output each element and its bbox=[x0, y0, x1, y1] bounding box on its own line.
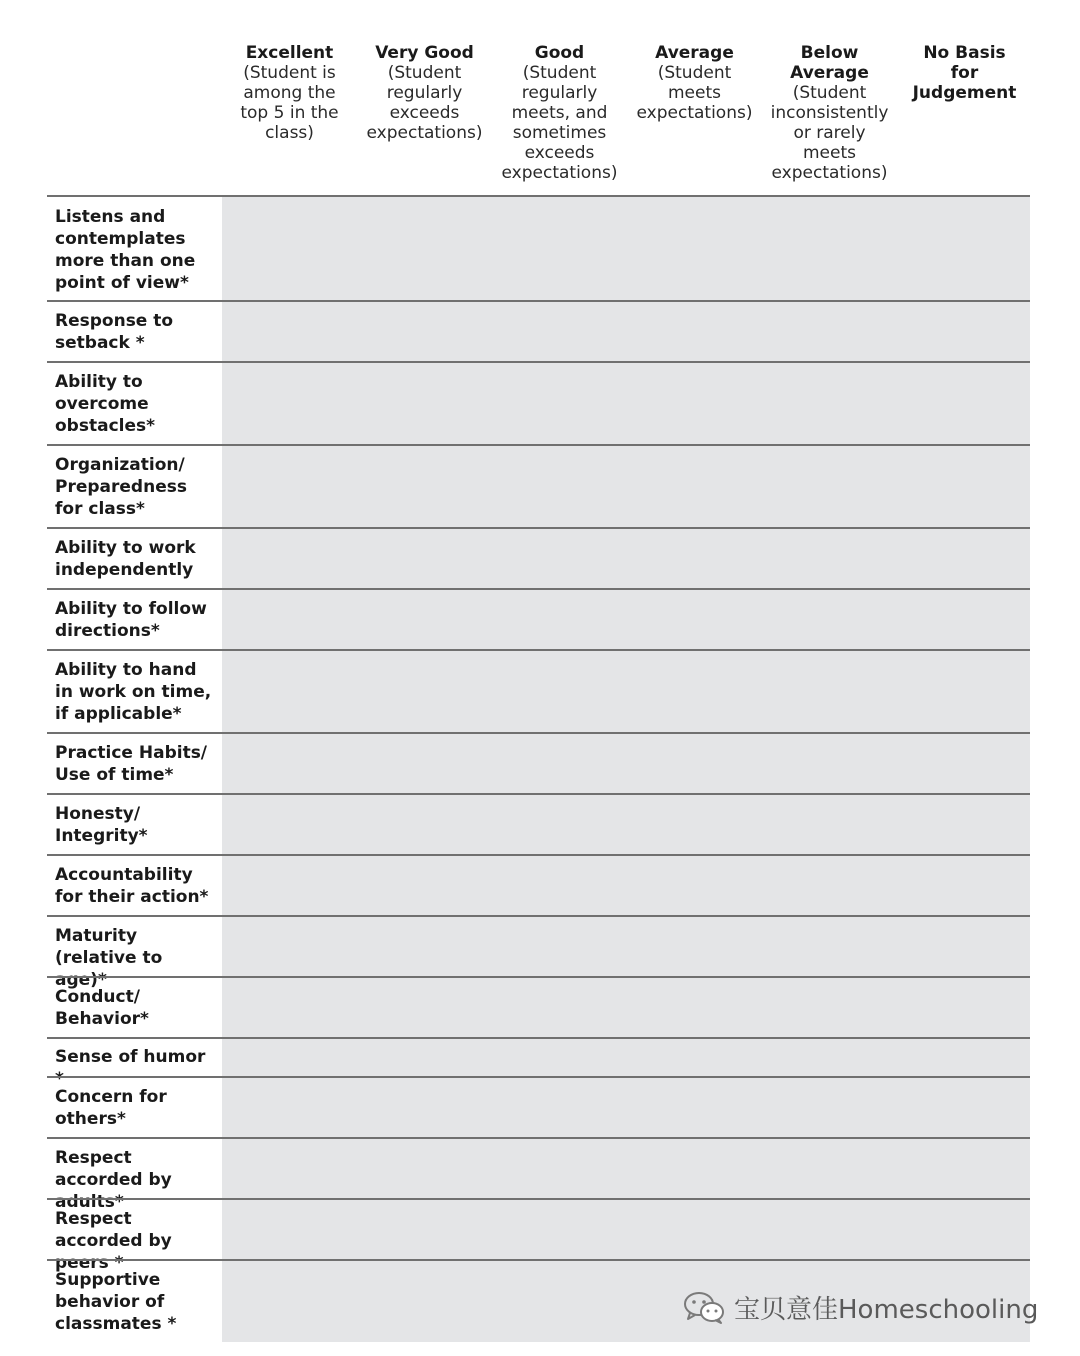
rating-cell-area[interactable] bbox=[222, 302, 1030, 361]
column-description: (Student meets expectations) bbox=[636, 63, 753, 123]
row-label: Ability to follow directions* bbox=[55, 599, 207, 641]
rating-cell-area[interactable] bbox=[222, 529, 1030, 588]
rating-cell-area[interactable] bbox=[222, 446, 1030, 527]
row-label: Concern for others* bbox=[55, 1087, 167, 1129]
watermark bbox=[682, 1287, 1038, 1327]
row-label: Ability to work independently bbox=[55, 538, 196, 580]
column-title: No Basis for Judgement bbox=[912, 43, 1017, 103]
row-label: Sense of humor * bbox=[55, 1047, 206, 1089]
rating-cell-area[interactable] bbox=[222, 795, 1030, 854]
row-label: Ability to hand in work on time, if applicable* bbox=[55, 660, 212, 724]
row-label: Listens and contemplates more than one point of view* bbox=[55, 207, 196, 293]
table-row bbox=[47, 1076, 1030, 1137]
column-header-excellent bbox=[222, 43, 357, 143]
table-row bbox=[47, 649, 1030, 732]
rating-cell-area[interactable] bbox=[222, 1078, 1030, 1137]
column-description: (Student regularly exceeds expectations) bbox=[366, 63, 483, 143]
column-description: (Student regularly meets, and sometimes exceeds expectations) bbox=[501, 63, 618, 183]
table-row bbox=[47, 976, 1030, 1037]
rating-cell-area[interactable] bbox=[222, 978, 1030, 1037]
column-title: Excellent bbox=[245, 43, 334, 63]
column-title: Average bbox=[655, 43, 734, 63]
column-header-very-good bbox=[357, 43, 492, 143]
table-row bbox=[47, 195, 1030, 300]
column-title: Good bbox=[534, 43, 585, 63]
row-label: Respect accorded by adults* bbox=[55, 1148, 172, 1212]
column-title: Below Average bbox=[790, 43, 869, 83]
rating-table bbox=[47, 195, 1030, 1342]
table-row bbox=[47, 588, 1030, 649]
rating-cell-area[interactable] bbox=[222, 197, 1030, 300]
column-header-good bbox=[492, 43, 627, 183]
column-headers bbox=[222, 43, 1030, 193]
rating-cell-area[interactable] bbox=[222, 363, 1030, 444]
row-label: Conduct/ Behavior* bbox=[55, 987, 149, 1029]
row-label: Ability to overcome obstacles* bbox=[55, 372, 156, 436]
row-label: Organization/ Preparedness for class* bbox=[55, 455, 187, 519]
column-header-no-basis bbox=[897, 43, 1032, 103]
table-row bbox=[47, 732, 1030, 793]
table-row bbox=[47, 793, 1030, 854]
rating-cell-area[interactable] bbox=[222, 651, 1030, 732]
rating-cell-area[interactable] bbox=[222, 1139, 1030, 1198]
wechat-icon bbox=[682, 1290, 726, 1324]
column-title: Very Good bbox=[375, 43, 474, 63]
row-label: Accountability for their action* bbox=[55, 865, 209, 907]
column-header-average bbox=[627, 43, 762, 123]
row-label: Honesty/ Integrity* bbox=[55, 804, 148, 846]
table-row bbox=[47, 1037, 1030, 1089]
column-header-below-average bbox=[762, 43, 897, 183]
table-row bbox=[47, 1137, 1030, 1212]
row-label: Maturity (relative to age)* bbox=[55, 926, 163, 990]
table-row bbox=[47, 1198, 1030, 1273]
row-label: Practice Habits/ Use of time* bbox=[55, 743, 208, 785]
rating-cell-area[interactable] bbox=[222, 917, 1030, 976]
rating-cell-area[interactable] bbox=[222, 590, 1030, 649]
rating-cell-area[interactable] bbox=[222, 1200, 1030, 1259]
table-row bbox=[47, 361, 1030, 444]
row-label: Response to setback * bbox=[55, 311, 174, 353]
rating-cell-area[interactable] bbox=[222, 856, 1030, 915]
rating-cell-area[interactable] bbox=[222, 1039, 1030, 1076]
table-row bbox=[47, 854, 1030, 915]
row-label: Supportive behavior of classmates * bbox=[55, 1270, 177, 1334]
rating-cell-area[interactable] bbox=[222, 734, 1030, 793]
table-row bbox=[47, 300, 1030, 361]
table-row bbox=[47, 444, 1030, 527]
column-description: (Student is among the top 5 in the class) bbox=[240, 63, 339, 143]
table-row bbox=[47, 915, 1030, 990]
table-row bbox=[47, 527, 1030, 588]
row-label: Respect accorded by peers * bbox=[55, 1209, 172, 1273]
watermark-text: 宝贝意佳Homeschooling bbox=[734, 1294, 1039, 1325]
column-description: (Student inconsistently or rarely meets expectations) bbox=[770, 83, 889, 183]
